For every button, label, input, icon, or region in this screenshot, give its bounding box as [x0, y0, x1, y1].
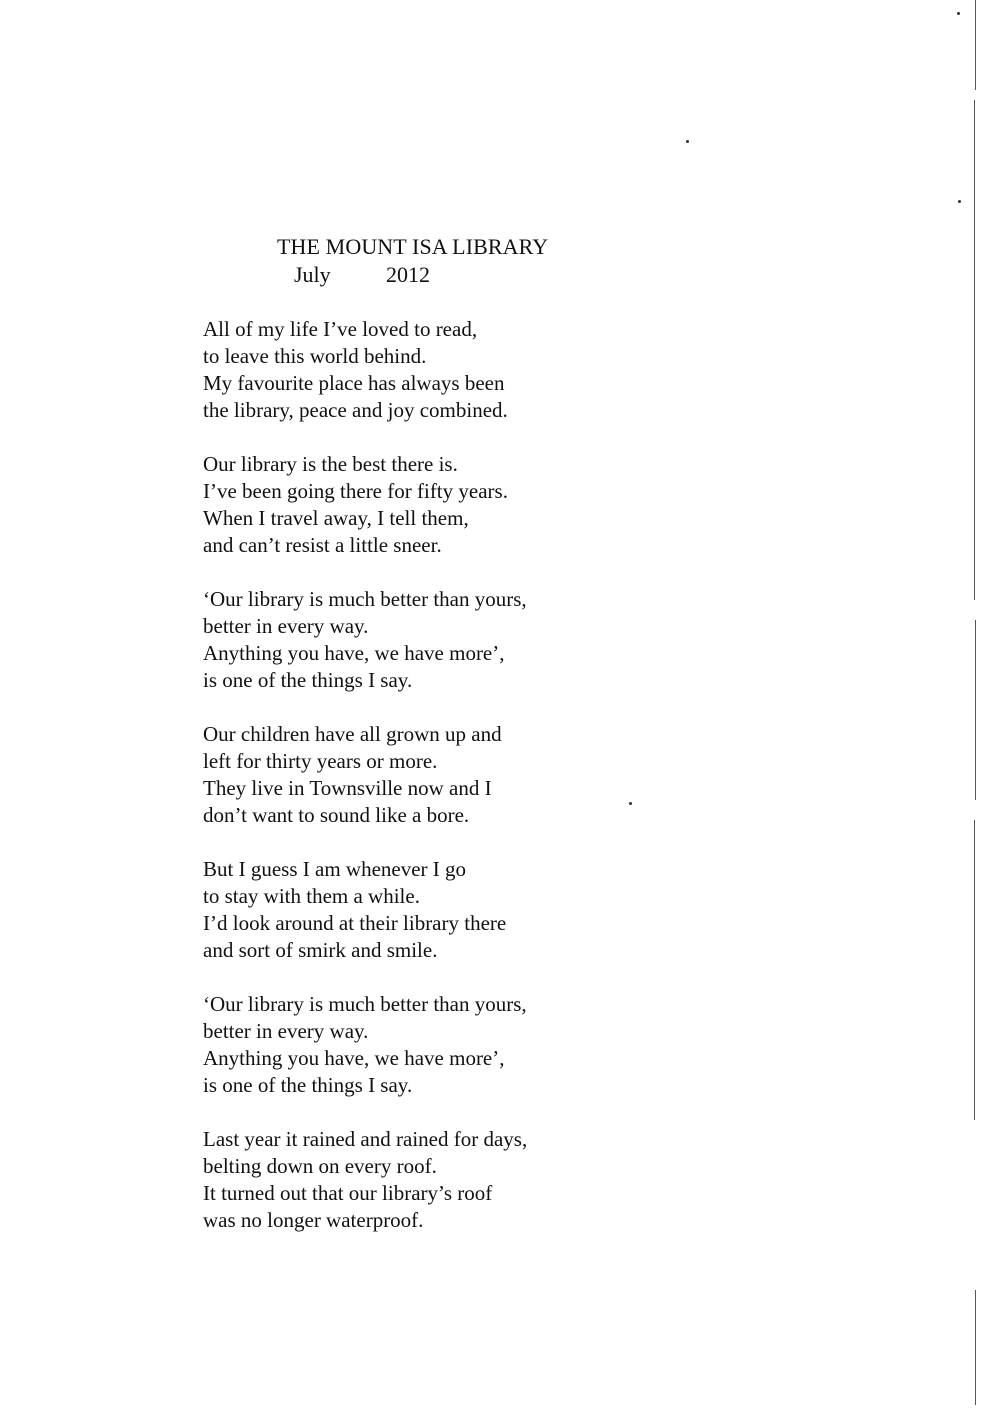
poem-line: was no longer waterproof. — [203, 1208, 424, 1232]
poem-line: is one of the things I say. — [203, 1073, 413, 1097]
stanza — [203, 721, 763, 829]
poem-line: All of my life I’ve loved to read, — [203, 317, 478, 341]
stanza — [203, 856, 763, 964]
poem-line: But I guess I am whenever I go — [203, 857, 467, 881]
poem-date-month: July — [294, 262, 331, 287]
poem-body — [203, 316, 763, 1261]
stanza — [203, 991, 763, 1099]
poem-line: Anything you have, we have more’, — [203, 1046, 505, 1070]
scan-speck — [957, 12, 960, 15]
scan-speck — [958, 200, 961, 203]
scan-speck — [686, 140, 689, 143]
scan-edge-line — [974, 820, 975, 1120]
poem-date — [294, 262, 430, 288]
poem-line: don’t want to sound like a bore. — [203, 803, 470, 827]
scan-edge-line — [974, 100, 975, 600]
poem-line: to leave this world behind. — [203, 344, 427, 368]
poem-line: They live in Townsville now and I — [203, 776, 492, 800]
poem-line: I’ve been going there for fifty years. — [203, 479, 508, 503]
poem-line: Anything you have, we have more’, — [203, 641, 505, 665]
poem-line: ‘Our library is much better than yours, — [203, 587, 527, 611]
poem-line: When I travel away, I tell them, — [203, 506, 469, 530]
poem-line: better in every way. — [203, 614, 369, 638]
poem-line: and sort of smirk and smile. — [203, 938, 438, 962]
stanza — [203, 316, 763, 424]
scan-edge-line — [975, 1290, 976, 1405]
stanza — [203, 1126, 763, 1234]
scan-speck — [629, 802, 632, 805]
poem-line: It turned out that our library’s roof — [203, 1181, 493, 1205]
poem-line: the library, peace and joy combined. — [203, 398, 508, 422]
scan-edge-line — [975, 620, 976, 800]
stanza — [203, 451, 763, 559]
poem-date-year: 2012 — [386, 262, 430, 287]
poem-line: My favourite place has always been — [203, 371, 505, 395]
poem-line: is one of the things I say. — [203, 668, 413, 692]
poem-line: Our library is the best there is. — [203, 452, 458, 476]
scan-edge-line — [975, 0, 976, 90]
poem-line: Our children have all grown up and — [203, 722, 502, 746]
poem-line: Last year it rained and rained for days, — [203, 1127, 528, 1151]
poem-title: THE MOUNT ISA LIBRARY — [277, 234, 549, 259]
poem-line: ‘Our library is much better than yours, — [203, 992, 527, 1016]
poem-line: I’d look around at their library there — [203, 911, 507, 935]
stanza — [203, 586, 763, 694]
poem-line: better in every way. — [203, 1019, 369, 1043]
poem-line: and can’t resist a little sneer. — [203, 533, 442, 557]
poem-line: left for thirty years or more. — [203, 749, 438, 773]
poem-line: belting down on every roof. — [203, 1154, 437, 1178]
poem-line: to stay with them a while. — [203, 884, 420, 908]
